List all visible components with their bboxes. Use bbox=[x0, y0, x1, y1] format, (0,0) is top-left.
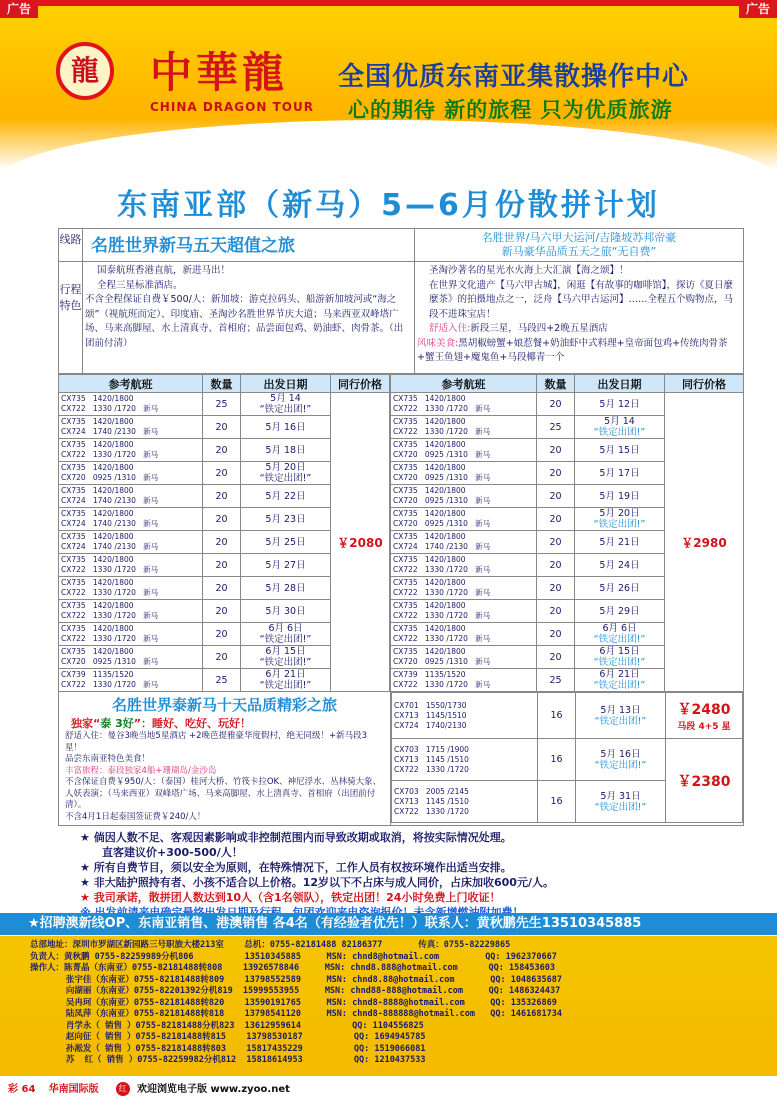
date-note: “铁定出团!” bbox=[259, 473, 312, 484]
flight-cell: CX735 1420/1800 CX720 0925 /1310 新马 bbox=[59, 646, 203, 669]
qty-cell: 20 bbox=[537, 439, 575, 462]
recruit-bar: ★招聘澳新线OP、东南亚销售、港澳销售 各4名（有经验者优先！）联系人：黄秋鹏先生13510345885 bbox=[0, 913, 777, 935]
date-main: 5月 12日 bbox=[599, 398, 640, 410]
table-row bbox=[391, 393, 744, 416]
ten-day-price-1 bbox=[666, 693, 743, 739]
qty-cell: 20 bbox=[537, 485, 575, 508]
contact-line: 赵向征（ 销售 ）0755-82181488转815 13798530187 QQ: 1694945785 bbox=[30, 1032, 426, 1042]
qty-cell: 25 bbox=[537, 416, 575, 439]
qty-cell: 20 bbox=[537, 623, 575, 646]
right-line: 圣淘沙著名的星光水火海上大汇演【海之颂】！ bbox=[429, 265, 629, 276]
flight-cell: CX739 1135/1520 CX722 1330 /1720 新马 bbox=[59, 669, 203, 692]
date-note: “铁定出团!” bbox=[593, 427, 646, 438]
qty-cell: 20 bbox=[203, 646, 241, 669]
note: ★ 我司承诺，散拼团人数达到10人（含1名领队），铁定出团！24小时免费上门收证！ bbox=[80, 891, 501, 904]
header-banner bbox=[0, 0, 777, 170]
itinerary-row bbox=[58, 262, 744, 374]
date-main: 5月 24日 bbox=[599, 559, 640, 571]
date-cell bbox=[241, 623, 331, 646]
qty-cell: 25 bbox=[537, 669, 575, 692]
price-cell: ￥2980 bbox=[665, 393, 744, 692]
flight-cell: CX735 1420/1800 CX722 1330 /1720 新马 bbox=[59, 623, 203, 646]
flight-cell: CX739 1135/1520 CX722 1330 /1720 新马 bbox=[391, 669, 537, 692]
ten-day-qty: 16 bbox=[538, 781, 576, 823]
flight-cell: CX735 1420/1800 CX720 0925 /1310 新马 bbox=[59, 462, 203, 485]
date-cell bbox=[575, 577, 665, 600]
date-main: 5月 26日 bbox=[599, 582, 640, 594]
footer bbox=[0, 1080, 777, 1100]
note: ★ 所有自费节目，须以安全为原则，在特殊情况下，工作人员有权按环境作出适当安排。 bbox=[80, 861, 512, 874]
price-value: ￥2480 bbox=[677, 702, 731, 718]
date-main: 5月 15日 bbox=[599, 444, 640, 456]
col-qty: 数量 bbox=[537, 375, 575, 393]
date-note: “铁定出团!” bbox=[593, 680, 646, 691]
date-cell bbox=[575, 554, 665, 577]
excl-post: ”：睡好、吃好、玩好！ bbox=[133, 717, 251, 730]
date-main: 5月 30日 bbox=[265, 605, 306, 617]
date-note: “铁定出团!” bbox=[259, 634, 312, 645]
ten-day-date bbox=[576, 693, 666, 739]
ten-day-qty: 16 bbox=[538, 739, 576, 781]
main-title: 东南亚部（新马）5—6月份散拼计划 bbox=[117, 188, 660, 223]
left-itinerary bbox=[83, 262, 415, 373]
date-main: 6月 15日 bbox=[265, 646, 306, 657]
qty-cell: 25 bbox=[203, 393, 241, 416]
ten-day-qty: 16 bbox=[538, 693, 576, 739]
route-row bbox=[58, 228, 744, 262]
ten-day-exclusive bbox=[71, 715, 384, 731]
date-main: 5月 31日 bbox=[600, 790, 641, 802]
right-product bbox=[415, 229, 743, 261]
date-main: 5月 20日 bbox=[599, 508, 640, 519]
right-title-line1: 名胜世界/马六甲大运河/吉隆坡苏邦帝豪 bbox=[481, 231, 677, 244]
date-main: 5月 28日 bbox=[265, 582, 306, 594]
ten-day-line: 不含4月1日起泰国签证费￥240/人！ bbox=[65, 811, 206, 822]
right-line: 在世界文化遗产【马六甲古城】，闲逛【有故事的咖啡馆】，探访《夏日麼麼茶》的拍摄地点之一，泛舟【马六甲古运河】……全程五个购物点，马段不进珠宝店！ bbox=[429, 279, 734, 320]
col-qty: 数量 bbox=[203, 375, 241, 393]
ten-day-desc bbox=[65, 731, 384, 823]
flight-cell: CX735 1420/1800 CX724 1740 /2130 新马 bbox=[59, 508, 203, 531]
date-main: 5月 17日 bbox=[599, 467, 640, 479]
contact-block bbox=[0, 936, 777, 1076]
flight-cell: CX735 1420/1800 CX720 0925 /1310 新马 bbox=[391, 462, 537, 485]
flight-cell: CX735 1420/1800 CX724 1740 /2130 新马 bbox=[59, 485, 203, 508]
banner-swoosh bbox=[0, 120, 777, 180]
right-itinerary bbox=[415, 262, 743, 373]
date-main: 6月 21日 bbox=[599, 669, 640, 680]
col-price: 同行价格 bbox=[331, 375, 390, 393]
ten-day-flight: CX701 1550/1730 CX713 1145/1510 CX724 1740/2130 bbox=[392, 693, 538, 739]
date-cell bbox=[241, 554, 331, 577]
date-main: 5月 13日 bbox=[600, 704, 641, 716]
ten-day-title: 名胜世界泰新马十天品质精彩之旅 bbox=[111, 696, 337, 714]
date-note: “铁定出团!” bbox=[594, 801, 647, 813]
date-note: “铁定出团!” bbox=[594, 715, 647, 727]
note: ★ 非大陆护照持有者、小孩不适合以上价格。12岁以下不占床与成人同价，占床加收600元/人。 bbox=[80, 876, 554, 889]
excl-pre: 独家“ bbox=[71, 717, 101, 730]
date-cell bbox=[575, 393, 665, 416]
flight-cell: CX735 1420/1800 CX722 1330 /1720 新马 bbox=[59, 600, 203, 623]
top-line bbox=[0, 0, 777, 6]
ten-day-schedule bbox=[391, 692, 743, 825]
date-main: 6月 15日 bbox=[599, 646, 640, 657]
contact-line: 苏 红（ 销售 ）0755-82259982分机812 15818614953 QQ: 1210437533 bbox=[30, 1055, 426, 1065]
qty-cell: 20 bbox=[203, 416, 241, 439]
date-cell bbox=[575, 462, 665, 485]
flight-cell: CX735 1420/1800 CX722 1330 /1720 新马 bbox=[391, 623, 537, 646]
flight-cell: CX735 1420/1800 CX720 0925 /1310 新马 bbox=[391, 646, 537, 669]
price-cell: ￥2080 bbox=[331, 393, 390, 692]
flight-cell: CX735 1420/1800 CX722 1330 /1720 新马 bbox=[391, 554, 537, 577]
qty-cell: 20 bbox=[203, 600, 241, 623]
qty-cell: 20 bbox=[203, 462, 241, 485]
ten-day-line: 舒适入住：曼谷3晚当地5星酒店 +2晚芭提雅豪华度假村，绝无同级！+新马段3星！ bbox=[65, 731, 368, 753]
ten-day-section bbox=[58, 692, 744, 826]
flight-cell: CX735 1420/1800 CX722 1330 /1720 新马 bbox=[391, 393, 537, 416]
date-main: 5月 14 bbox=[604, 416, 635, 427]
left-product bbox=[83, 229, 415, 261]
date-main: 5月 25日 bbox=[265, 536, 306, 548]
left-product-title: 名胜世界新马五天超值之旅 bbox=[91, 236, 295, 256]
right-table bbox=[390, 374, 744, 692]
flight-cell: CX735 1420/1800 CX724 1740 /2130 新马 bbox=[59, 416, 203, 439]
ten-day-line: 不含保证自费￥950/人：（泰国）桂河大桥、竹筏卡拉OK、神尼浮水、丛林骑大象、人妖表演；（马来西亚）双峰塔广场、马来高脚屋、水上清真寺、首相府（出团前付清）。 bbox=[65, 777, 382, 810]
note: 直客建议价+300-500/人！ bbox=[102, 846, 243, 859]
content bbox=[58, 228, 744, 924]
logo-glyph: 龍 bbox=[70, 54, 99, 87]
left-line: 全程三星标准酒店。 bbox=[97, 279, 183, 291]
date-cell bbox=[241, 462, 331, 485]
flight-cell: CX735 1420/1800 CX722 1330 /1720 新马 bbox=[391, 577, 537, 600]
date-cell bbox=[241, 577, 331, 600]
date-cell bbox=[241, 600, 331, 623]
date-cell bbox=[241, 416, 331, 439]
qty-cell: 20 bbox=[203, 508, 241, 531]
col-flight: 参考航班 bbox=[391, 375, 537, 393]
qty-cell: 20 bbox=[203, 531, 241, 554]
contact-line: 总部地址：深圳市罗湖区新园路三号职旅大楼213室 总机：0755-82181488 82186377 传真：0755-82229865 bbox=[30, 940, 511, 950]
date-note: “铁定出团!” bbox=[594, 759, 647, 771]
date-cell bbox=[575, 439, 665, 462]
logo-cn: 中華龍 bbox=[150, 48, 289, 97]
date-cell bbox=[241, 485, 331, 508]
date-main: 5月 14 bbox=[270, 393, 301, 404]
site-link[interactable]: 欢迎浏览电子版 www.zyoo.net bbox=[136, 1084, 290, 1095]
date-note: “铁定出团!” bbox=[593, 657, 646, 668]
qty-cell: 20 bbox=[203, 623, 241, 646]
left-line: 国泰航班香港直航，新进马出！ bbox=[97, 265, 231, 276]
contact-line: 张宇佳（东南亚）0755-82181488转809 13798552589 MSN: chnd8.88@hotmail.com QQ: 1048635687 bbox=[30, 974, 562, 985]
flight-cell: CX735 1420/1800 CX722 1330 /1720 新马 bbox=[59, 439, 203, 462]
qty-cell: 20 bbox=[537, 508, 575, 531]
date-note: “铁定出团!” bbox=[259, 680, 312, 691]
flight-cell: CX735 1420/1800 CX722 1330 /1720 新马 bbox=[391, 600, 537, 623]
ten-day-flight: CX703 2005 /2145 CX713 1145 /1510 CX722 1330 /1720 bbox=[392, 781, 538, 823]
date-cell bbox=[575, 416, 665, 439]
date-cell bbox=[575, 600, 665, 623]
ten-day-info bbox=[59, 692, 391, 825]
date-main: 6月 6日 bbox=[268, 623, 303, 634]
qty-cell: 20 bbox=[203, 485, 241, 508]
col-date: 出发日期 bbox=[575, 375, 665, 393]
date-main: 5月 29日 bbox=[599, 605, 640, 617]
date-note: “铁定出团!” bbox=[593, 519, 646, 530]
date-main: 5月 20日 bbox=[265, 462, 306, 473]
date-main: 6月 6日 bbox=[602, 623, 637, 634]
date-note: “铁定出团!” bbox=[593, 634, 646, 645]
ad-tag-right: 广告 bbox=[739, 0, 777, 18]
date-main: 5月 21日 bbox=[599, 536, 640, 548]
date-cell bbox=[241, 393, 331, 416]
contact-line: 陆凤萍（东南亚）0755-82181488转818 13798541120 MSN: chnd8-888888@hotmail.com QQ: 1461681734 bbox=[30, 1009, 562, 1019]
date-main: 5月 27日 bbox=[265, 559, 306, 571]
date-cell bbox=[241, 669, 331, 692]
date-cell bbox=[575, 623, 665, 646]
col-flight: 参考航班 bbox=[59, 375, 203, 393]
flight-cell: CX735 1420/1800 CX722 1330 /1720 新马 bbox=[59, 577, 203, 600]
date-cell bbox=[241, 646, 331, 669]
date-note: “铁定出团!” bbox=[259, 657, 312, 668]
right-title-line2: 新马豪华品质五天之旅“无自费” bbox=[501, 245, 657, 258]
flight-cell: CX735 1420/1800 CX722 1330 /1720 新马 bbox=[391, 416, 537, 439]
ten-day-date bbox=[576, 739, 666, 781]
date-note: “铁定出团!” bbox=[259, 404, 312, 415]
banner-title: 全国优质东南亚集散操作中心 bbox=[338, 62, 690, 92]
qty-cell: 20 bbox=[537, 554, 575, 577]
date-main: 5月 19日 bbox=[599, 490, 640, 502]
ten-day-date bbox=[576, 781, 666, 823]
edition-label: 华南国际版 bbox=[48, 1084, 99, 1095]
date-cell bbox=[241, 531, 331, 554]
left-table bbox=[58, 374, 390, 692]
qty-cell: 20 bbox=[537, 646, 575, 669]
date-cell bbox=[575, 531, 665, 554]
excl-em: 泰 3好 bbox=[100, 717, 134, 730]
itinerary-label: 行程特色 bbox=[59, 262, 83, 373]
flight-cell: CX735 1420/1800 CX724 1740 /2130 新马 bbox=[59, 531, 203, 554]
logo-en: CHINA DRAGON TOUR bbox=[150, 100, 314, 114]
contact-line: 操作人：陈菁晶（东南亚）0755-82181488转808 13926578846 MSN: chnd8.888@hotmail.com QQ: 158453603 bbox=[30, 963, 556, 973]
qty-cell: 20 bbox=[203, 554, 241, 577]
hotel-label: 舒适入住: bbox=[429, 323, 471, 334]
notes bbox=[58, 826, 744, 924]
date-main: 5月 23日 bbox=[265, 513, 306, 525]
ad-tag-left: 广告 bbox=[0, 0, 38, 18]
flight-cell: CX735 1420/1800 CX720 0925 /1310 新马 bbox=[391, 485, 537, 508]
ten-day-line: 丰富旅程：泰段独家4船+珊瑚岛/金沙岛 bbox=[65, 765, 217, 776]
qty-cell: 20 bbox=[537, 462, 575, 485]
qty-cell: 20 bbox=[537, 531, 575, 554]
ten-day-table bbox=[391, 692, 743, 823]
qty-cell: 20 bbox=[537, 600, 575, 623]
contact-line: 孙淞发（ 销售 ）0755-82181488转803 15817435229 QQ: 1519066081 bbox=[30, 1043, 426, 1054]
note: ★ 倘因人数不足、客观因素影响或非控制范围内而导致改期或取消，将按实际情况处理。 bbox=[80, 831, 512, 844]
contact-line: 肖学永（ 销售 ）0755-82181488分机823 13612959614 QQ: 1104556825 bbox=[30, 1020, 424, 1031]
food-text: 黑胡椒螃蟹+娘惹餐+奶油虾中式料理+皇帝面包鸡+传统肉骨茶+蟹王鱼翅+魔鬼鱼+马段椰青一个 bbox=[417, 337, 728, 363]
route-label: 线路 bbox=[59, 229, 83, 261]
date-cell bbox=[241, 508, 331, 531]
col-price: 同行价格 bbox=[665, 375, 744, 393]
page-number: 彩 64 bbox=[8, 1084, 36, 1095]
contact-line: 吴冉珂（东南亚）0755-82181488转820 13590191765 MSN: chnd8-8888@hotmail.com QQ: 135326869 bbox=[30, 997, 557, 1008]
ten-day-price-2: ￥2380 bbox=[666, 739, 743, 823]
date-main: 5月 16日 bbox=[265, 421, 306, 433]
ten-day-flight: CX703 1715 /1900 CX713 1145 /1510 CX722 1330 /1720 bbox=[392, 739, 538, 781]
hotel-text: 新段三星，马段四+2晚五星酒店 bbox=[470, 323, 608, 334]
ten-day-line: 品尝东南亚特色美食！ bbox=[65, 754, 151, 764]
qty-cell: 20 bbox=[203, 577, 241, 600]
contact-line: 负责人：黄秋鹏 0755-82259989分机806 13510345885 MSN: chnd8@hotmail.com QQ: 1962370667 bbox=[30, 951, 557, 962]
flight-cell: CX735 1420/1800 CX722 1330 /1720 新马 bbox=[59, 554, 203, 577]
food-label: 风味美食: bbox=[417, 337, 459, 349]
date-cell bbox=[575, 508, 665, 531]
qty-cell: 25 bbox=[203, 669, 241, 692]
qty-cell: 20 bbox=[537, 393, 575, 416]
qty-cell: 20 bbox=[537, 577, 575, 600]
date-main: 5月 16日 bbox=[600, 748, 641, 760]
dragon-logo-icon bbox=[56, 42, 114, 100]
red-circle-icon: 红 bbox=[116, 1082, 130, 1096]
date-cell bbox=[575, 485, 665, 508]
table-row bbox=[59, 393, 390, 416]
flight-cell: CX735 1420/1800 CX724 1740 /2130 新马 bbox=[391, 531, 537, 554]
qty-cell: 20 bbox=[203, 439, 241, 462]
left-line: 不含全程保证自费￥500/人：新加坡：游克拉码头、船游新加坡河或“海之颂”（视航班而定）、印度庙、圣淘沙名胜世界节庆大道；马来西亚双峰塔广场、马来高脚屋、水上清真寺、首相府；品尝面包鸡、奶油虾、肉骨茶。（出团前付清） bbox=[85, 294, 404, 349]
date-cell bbox=[575, 646, 665, 669]
flight-cell: CX735 1420/1800 CX722 1330 /1720 新马 bbox=[59, 393, 203, 416]
date-main: 5月 22日 bbox=[265, 490, 306, 502]
contact-line: 向湖丽（东南亚）0755-82201392分机819 15999553955 MSN: chnd88-888@hotmail.com QQ: 1486324437 bbox=[30, 986, 561, 996]
right-product-title bbox=[415, 229, 743, 261]
price-note: 马段 4+5 星 bbox=[677, 722, 731, 732]
date-main: 5月 18日 bbox=[265, 444, 306, 456]
date-cell bbox=[241, 439, 331, 462]
col-date: 出发日期 bbox=[241, 375, 331, 393]
date-main: 6月 21日 bbox=[265, 669, 306, 680]
flight-cell: CX735 1420/1800 CX720 0925 /1310 新马 bbox=[391, 508, 537, 531]
date-cell bbox=[575, 669, 665, 692]
schedule-tables bbox=[58, 374, 744, 692]
banner-slogan: 心的期待 新的旅程 只为优质旅游 bbox=[348, 98, 673, 122]
flight-cell: CX735 1420/1800 CX720 0925 /1310 新马 bbox=[391, 439, 537, 462]
